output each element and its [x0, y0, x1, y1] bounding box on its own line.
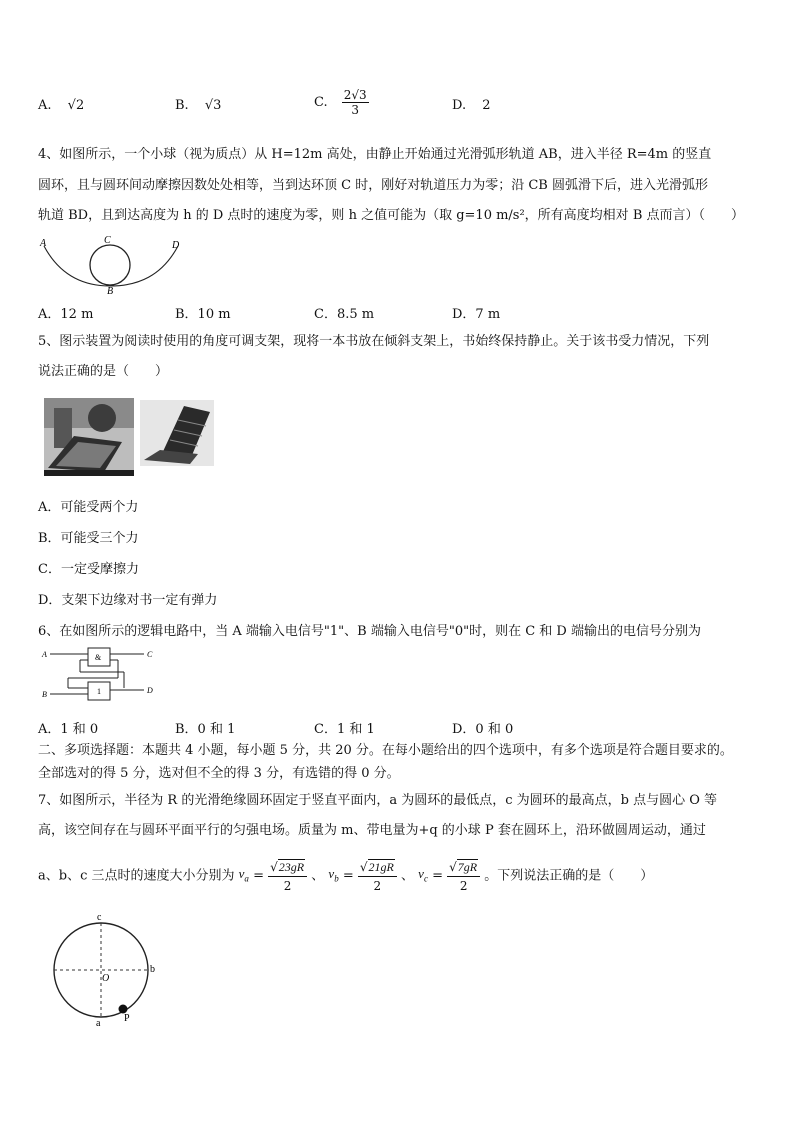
book-stand-photo-1 [44, 398, 134, 476]
va-symbol [238, 866, 249, 884]
q4-text-line2: 圆环，且与圆环间动摩擦因数处处相等，当到达环顶 C 时，刚好对轨道压力为零；沿 CB 圆弧滑下后，进入光滑弧形 [38, 178, 708, 193]
vb-fraction [358, 858, 397, 895]
q3-option-b [175, 98, 221, 113]
section2-instructions-line1: 二、多项选择题：本题共 4 小题，每小题 5 分，共 20 分。在每小题给出的四个选项中，有多个选项是符合题目要求的。 [38, 743, 733, 758]
separator: 、 [401, 868, 415, 884]
q6-option-a: A．1 和 0 [38, 722, 99, 737]
q5-option-d: D．支架下边缘对书一定有弹力 [38, 593, 218, 608]
radicand: 23gR [278, 860, 305, 874]
radicand: 7gR [457, 860, 478, 874]
section2-instructions-line2: 全部选对的得 5 分，选对但不全的得 3 分，有选错的得 0 分。 [38, 766, 400, 781]
q7-text-line3 [38, 858, 653, 895]
q7-circle-figure [44, 910, 174, 1030]
fraction-numerator: √23gR [268, 858, 307, 877]
fraction-denominator: 2 [283, 879, 292, 893]
q7-text-line1: 7、如图所示，半径为 R 的光滑绝缘圆环固定于竖直平面内，a 为圆环的最低点，c 为圆环的最高点，b 点与圆心 O 等 [38, 793, 717, 808]
q6-option-c: C．1 和 1 [314, 722, 375, 737]
option-fraction [342, 88, 369, 117]
label-b: b [150, 964, 155, 975]
va-fraction [268, 858, 307, 895]
q3-option-d [452, 98, 491, 113]
radicand: 21gR [368, 860, 394, 874]
option-label: A. [38, 98, 52, 113]
fraction-denominator: 2 [373, 879, 382, 893]
q5-option-c: C．一定受摩擦力 [38, 562, 139, 577]
option-label: B. [175, 98, 189, 113]
label-a: A [40, 238, 47, 249]
equals-sign: = [253, 868, 264, 884]
v-letter: v [418, 866, 424, 882]
fraction-denominator: 2 [459, 879, 468, 893]
line3-suffix: 。下列说法正确的是（ ） [484, 868, 654, 884]
option-value: √2 [67, 98, 85, 113]
option-label: D. [452, 98, 467, 113]
v-subscript: c [423, 873, 428, 884]
q4-option-b: B．10 m [175, 307, 231, 322]
q6-option-d: D．0 和 0 [452, 722, 514, 737]
separator: 、 [311, 868, 325, 884]
option-value: √3 [204, 98, 222, 113]
q6-logic-circuit [40, 644, 160, 708]
q4-text-line3: 轨道 BD，且到达高度为 h 的 D 点时的速度为零，则 h 之值可能为（取 g=10 m/s²，所有高度均相对 B 点而言）（ ） [38, 208, 744, 223]
fraction-denominator: 3 [351, 103, 360, 117]
label-d: D [147, 686, 153, 695]
book-stand-photo-2 [140, 400, 214, 466]
q4-text-line1: 4、如图所示，一个小球（视为质点）从 H=12m 高处，由静止开始通过光滑弧形轨道 AB，进入半径 R=4m 的竖直 [38, 147, 712, 162]
v-letter: v [328, 866, 335, 882]
loop-circle [90, 245, 130, 285]
label-b: B [42, 690, 47, 699]
v-subscript: a [244, 873, 249, 884]
q6-option-b: B．0 和 1 [175, 722, 236, 737]
v-subscript: b [334, 873, 339, 884]
vc-symbol [418, 866, 428, 884]
q4-option-a: A．12 m [38, 307, 94, 322]
q6-text-line1: 6、在如图所示的逻辑电路中，当 A 端输入电信号"1"、B 端输入电信号"0"时，则在 C 和 D 端输出的电信号分别为 [38, 624, 701, 639]
label-p: P [124, 1013, 130, 1024]
q4-option-d: D．7 m [452, 307, 501, 322]
label-a: A [42, 650, 47, 659]
q7-text-line2: 高，该空间存在与圆环平面平行的匀强电场。质量为 m、带电量为+q 的小球 P 套在圆环上，沿环做圆周运动，通过 [38, 823, 706, 838]
q5-text-line1: 5、图示装置为阅读时使用的角度可调支架，现将一本书放在倾斜支架上，书始终保持静止。关于该书受力情况，下列 [38, 334, 710, 349]
label-c: C [104, 235, 111, 246]
label-o: O [102, 973, 110, 984]
not-gate-symbol: 1 [97, 687, 101, 696]
label-c: c [97, 912, 102, 923]
vc-fraction [447, 858, 480, 895]
q3-option-c [314, 88, 369, 117]
label-d: D [172, 240, 180, 251]
arc-track [44, 246, 178, 286]
option-label: C. [314, 95, 328, 110]
fraction-numerator: √7gR [447, 858, 480, 877]
equals-sign: = [342, 868, 354, 884]
q3-option-a [38, 98, 84, 113]
q5-option-a: A．可能受两个力 [38, 500, 139, 515]
vb-symbol [328, 866, 339, 884]
q4-track-figure [38, 232, 188, 294]
and-gate-symbol: & [95, 653, 102, 662]
fraction-numerator: 2√3 [343, 88, 367, 102]
label-c: C [147, 650, 153, 659]
line3-prefix: a、b、c 三点时的速度大小分别为 [38, 868, 235, 884]
fraction-numerator: √21gR [358, 858, 397, 877]
option-value: 2 [482, 98, 491, 113]
label-b: B [107, 286, 114, 294]
label-a: a [96, 1018, 101, 1029]
q5-option-b: B．可能受三个力 [38, 531, 139, 546]
q5-text-line2: 说法正确的是（ ） [38, 364, 169, 379]
q4-option-c: C．8.5 m [314, 307, 375, 322]
v-letter: v [238, 866, 245, 882]
equals-sign: = [432, 868, 443, 884]
